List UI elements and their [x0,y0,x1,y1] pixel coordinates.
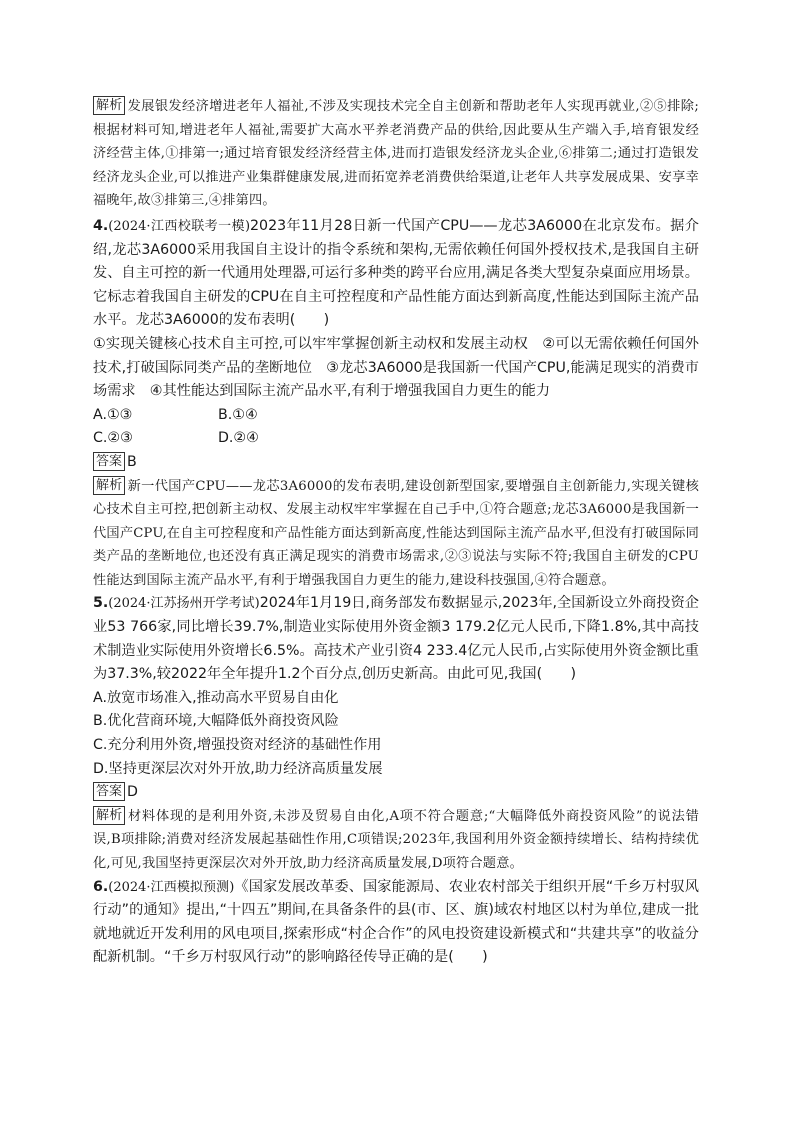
question-stem: 2024年1月19日,商务部发布数据显示,2023年,全国新设立外商投资企业53 766家,同比增长39.7%,制造业实际使用外资金额3 179.2亿元人民币,下降1.8%,其中高技术制造业实际使用外资增长6.5%。高技术产业引资4 233.4亿元人民币,占实际使用外资金额比重为37.3%,较2022年全年提升1.2个百分点,创历史新高。由此可见,我国( ) [93,595,699,683]
q3-analysis [93,95,699,213]
answer-value: B [127,453,137,470]
option-c: C.充分利用外资,增强投资对经济的基础性作用 [93,737,382,754]
question-4 [93,215,699,333]
q5-analysis [93,805,699,876]
question-6 [93,876,699,970]
q4-answer [93,451,699,475]
analysis-text: 材料体现的是利用外资,未涉及贸易自由化,A项不符合题意;“大幅降低外商投资风险”的说法错误,B项排除;消费对经济发展起基础性作用,C项错误;2023年,我国利用外资金额持续增长、结构持续优化,可见,我国坚持更深层次对外开放,助力经济高质量发展,D项符合题意。 [93,808,699,871]
option-a: A.①③ [93,406,133,423]
question-5 [93,592,699,686]
page-content [93,95,699,970]
q3-analysis-text: 发展银发经济增进老年人福祉,不涉及实现技术完全自主创新和帮助老年人实现再就业,②⑤排除;根据材料可知,增进老年人福祉,需要扩大高水平养老消费产品的供给,因此要从生产端入手,培育银发经济经营主体,①排第一;通过培育银发经济经营主体,进而打造银发经济龙头企业,⑥排第二;通过打造银发经济龙头企业,可以推进产业集群健康发展,进而拓宽养老消费供给渠道,让老年人共享发展成果、安享幸福晚年,故③排第三,④排第四。 [93,99,699,209]
q4-options-row-2 [93,427,699,451]
option-a: A.放宽市场准入,推动高水平贸易自由化 [93,689,339,706]
option-d: D.坚持更深层次对外开放,助力经济高质量发展 [93,760,383,777]
option-b: B.①④ [218,406,258,423]
question-source: (2024·江西模拟预测) [108,879,235,895]
q4-statements: ①实现关键核心技术自主可控,可以牢牢掌握创新主动权和发展主动权 ②可以无需依赖任何国外技术,打破国际同类产品的垄断地位 ③龙芯3A6000是我国新一代国产CPU,能满足现实的消费市场需求 ④其性能达到国际主流产品水平,有利于增强我国自力更生的能力 [93,335,699,400]
question-number: 4. [93,217,109,234]
q4-options-row-1 [93,404,699,428]
option-d: D.②④ [218,430,259,447]
question-stem: 2023年11月28日新一代国产CPU——龙芯3A6000在北京发布。据介绍,龙芯3A6000采用我国自主设计的指令系统和架构,无需依赖任何国外授权技术,是我国自主研发、自主可控的新一代通用处理器,可运行多种类的跨平台应用,满足各类大型复杂桌面应用场景。它标志着我国自主研发的CPU在自主可控程度和产品性能方面达到新高度,性能达到国际主流产品水平。龙芯3A6000的发布表明( ) [93,217,699,329]
analysis-text: 新一代国产CPU——龙芯3A6000的发布表明,建设创新型国家,要增强自主创新能力,实现关键核心技术自主可控,把创新主动权、发展主动权牢牢掌握在自己手中,①符合题意;龙芯3A6000是我国新一代国产CPU,在自主可控程度和产品性能方面达到新高度,性能达到国际主流产品水平,但没有打破国际同类产品的垄断地位,也还没有真正满足现实的消费市场需求,②③说法与实际不符;我国自主研发的CPU性能达到国际主流产品水平,有利于增强我国自力更生的能力,建设科技强国,④符合题意。 [93,478,699,588]
option-c: C.②③ [93,430,133,447]
option-b: B.优化营商环境,大幅降低外商投资风险 [93,713,339,730]
q4-analysis [93,475,699,593]
question-source: (2024·江西校联考一模) [108,218,251,234]
answer-value: D [127,784,138,801]
analysis-tag: 解析 [93,806,125,825]
answer-tag: 答案 [93,782,125,801]
question-stem: 《国家发展改革委、国家能源局、农业农村部关于组织开展“千乡万村驭风行动”的通知》提出,“十四五”期间,在具备条件的县(市、区、旗)域农村地区以村为单位,建成一批就地就近开发利用的风电项目,探索形成“村企合作”的风电投资建设新模式和“共建共享”的收益分配新机制。“千乡万村驭风行动”的影响路径传导正确的是( ) [93,878,699,966]
q5-answer [93,781,699,805]
question-source: (2024·江苏扬州开学考试) [108,596,260,612]
analysis-tag: 解析 [93,476,125,495]
question-number: 6. [93,878,109,895]
question-number: 5. [93,595,109,612]
analysis-tag: 解析 [93,96,125,115]
answer-tag: 答案 [93,452,125,471]
